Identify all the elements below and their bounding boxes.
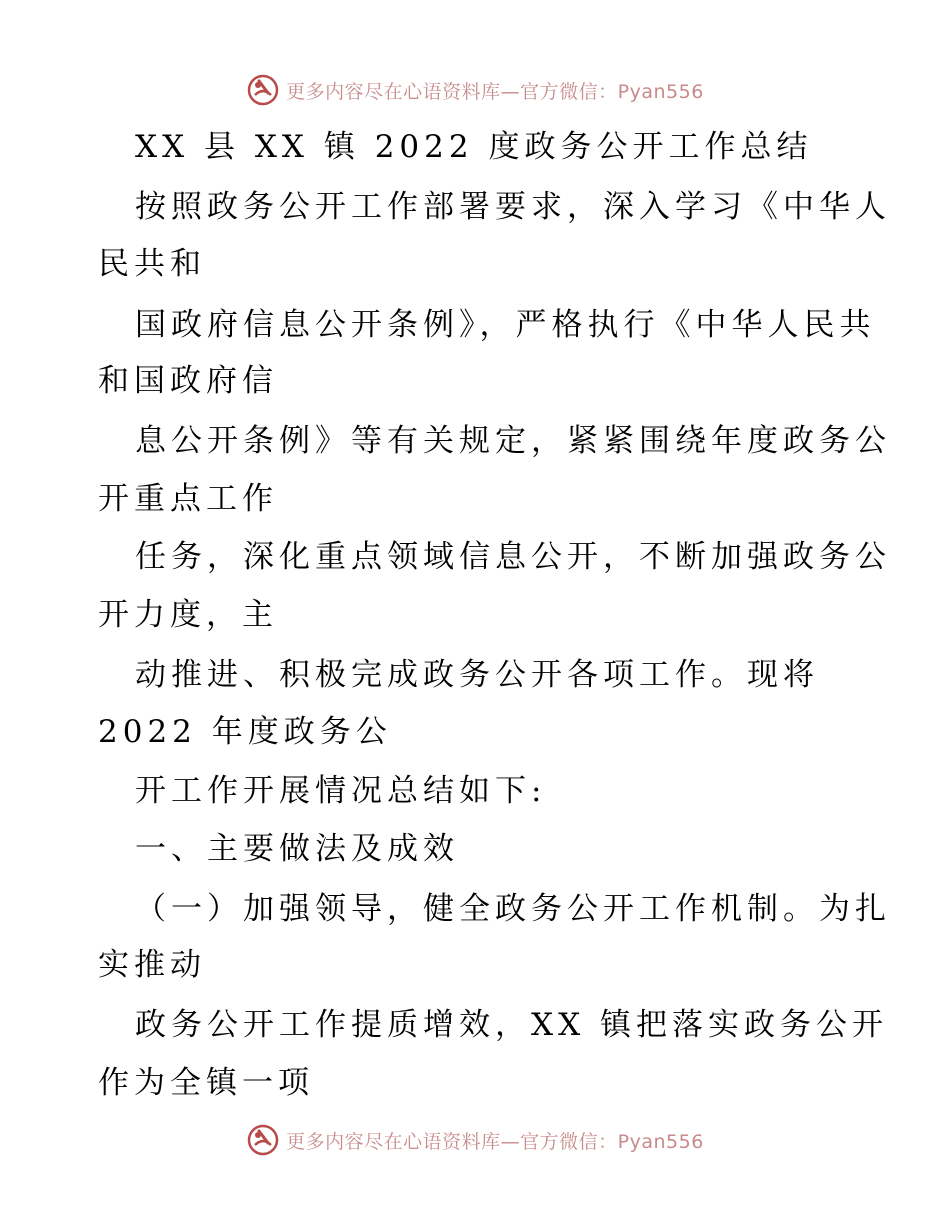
paragraph-line: （一）加强领导，健全政务公开工作机制。为扎 [135,891,891,927]
paragraph-line: 息公开条例》等有关规定，紧紧围绕年度政务公 [135,423,891,459]
paragraph-line: 实推动 [98,947,206,983]
paragraph-line: 开重点工作 [98,481,278,517]
paragraph-line: 按照政务公开工作部署要求，深入学习《中华人 [135,189,891,225]
paragraph-line: 开工作开展情况总结如下: [135,773,547,809]
paragraph-line: 2022 年度政务公 [98,714,392,750]
paragraph-line: 开力度，主 [98,597,278,633]
watermark-text: 更多内容尽在心语资料库—官方微信：Pyan556 [286,1130,704,1153]
paragraph-line: 和国政府信 [98,363,278,399]
paragraph-line: 政务公开工作提质增效，XX 镇把落实政务公开 [135,1007,888,1043]
paragraph-line: 动推进、积极完成政务公开各项工作。现将 [135,657,819,693]
paragraph-line: 作为全镇一项 [98,1065,314,1101]
watermark-footer [0,1120,950,1160]
paragraph-line: 国政府信息公开条例》，严格执行《中华人民共 [135,307,876,343]
section-heading: 一、主要做法及成效 [135,831,459,867]
watermark-text: 更多内容尽在心语资料库—官方微信：Pyan556 [286,80,704,103]
paragraph-line: 民共和 [98,246,206,282]
paragraph-line: 任务，深化重点领域信息公开，不断加强政务公 [135,539,891,575]
document-title: XX 县 XX 镇 2022 度政务公开工作总结 [135,129,813,165]
book-quill-logo-icon [246,1123,280,1157]
